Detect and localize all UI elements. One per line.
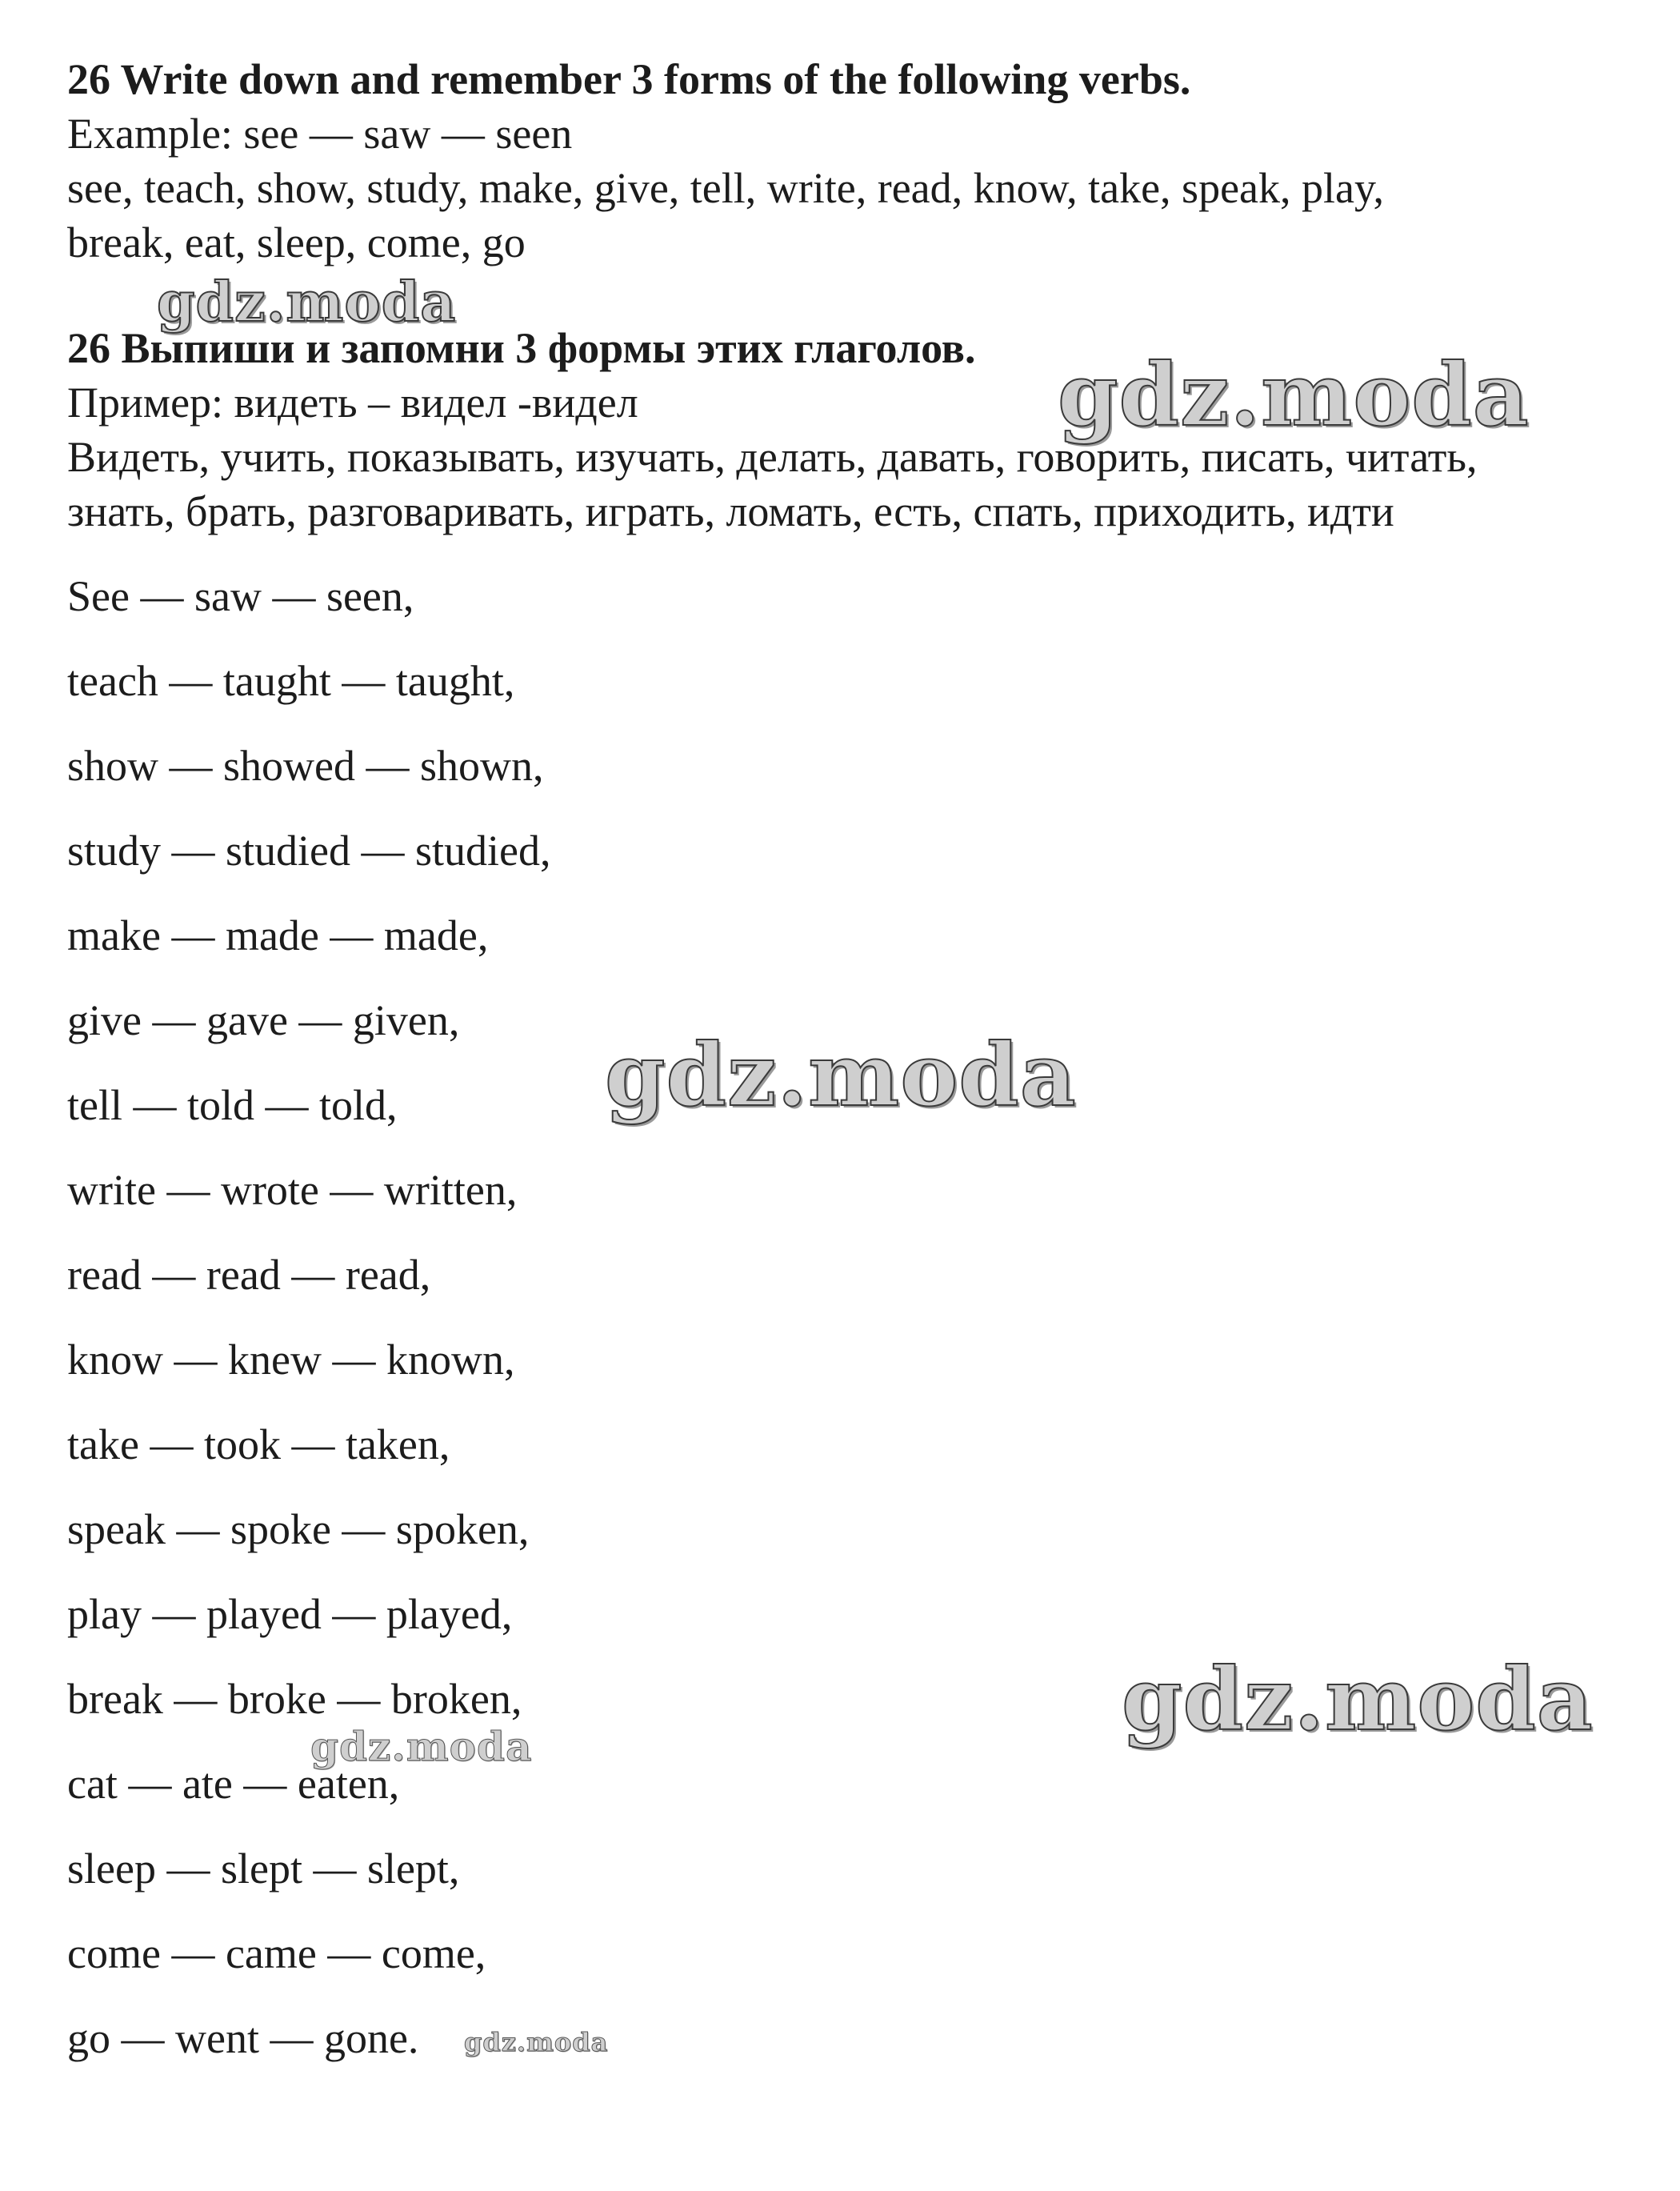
- watermark-logo: gdz.moda: [464, 2027, 609, 2057]
- watermark-logo: gdz.moda: [157, 270, 457, 334]
- watermark-logo: gdz.moda: [605, 1025, 1077, 1126]
- answer-line: sleep — slept — slept,: [67, 1845, 460, 1893]
- answer-line: take — took — taken,: [67, 1420, 450, 1468]
- answer-line: See — saw — seen,: [67, 572, 414, 620]
- english-verbs-line-1: see, teach, show, study, make, give, tell, write, read, know, take, speak, play,: [67, 164, 1384, 212]
- russian-example: Пример: видеть – видел -видел: [67, 379, 638, 427]
- answer-line: play — played — played,: [67, 1590, 513, 1638]
- answer-line: write — wrote — written,: [67, 1166, 518, 1214]
- english-task-heading: 26 Write down and remember 3 forms of the following verbs.: [67, 55, 1191, 103]
- answer-line: speak — spoke — spoken,: [67, 1505, 530, 1553]
- answer-line: give — gave — given,: [67, 996, 460, 1044]
- answer-line: break — broke — broken,: [67, 1675, 522, 1723]
- english-example: Example: see — saw — seen: [67, 110, 573, 158]
- answer-line: read — read — read,: [67, 1251, 431, 1299]
- answer-line: show — showed — shown,: [67, 742, 544, 790]
- russian-task-heading: 26 Выпиши и запомни 3 формы этих глаголов.: [67, 324, 976, 372]
- answer-line: teach — taught — taught,: [67, 657, 515, 705]
- answer-line: study — studied — studied,: [67, 827, 551, 875]
- english-verbs-line-2: break, eat, sleep, come, go: [67, 218, 526, 266]
- answer-line: cat — ate — eaten,: [67, 1760, 400, 1808]
- answer-line: make — made — made,: [67, 911, 489, 959]
- watermark-logo: gdz.moda: [1058, 345, 1530, 446]
- answer-line: come — came — come,: [67, 1929, 486, 1977]
- answer-line: know — knew — known,: [67, 1336, 515, 1384]
- watermark-logo: gdz.moda: [310, 1723, 533, 1770]
- watermark-logo: gdz.moda: [1122, 1649, 1594, 1750]
- russian-verbs-line-1: Видеть, учить, показывать, изучать, делать, давать, говорить, писать, читать,: [67, 433, 1478, 481]
- answer-line: go — went — gone.: [67, 2014, 419, 2062]
- russian-verbs-line-2: знать, брать, разговаривать, играть, ломать, есть, спать, приходить, идти: [67, 487, 1394, 535]
- answer-line: tell — told — told,: [67, 1081, 398, 1129]
